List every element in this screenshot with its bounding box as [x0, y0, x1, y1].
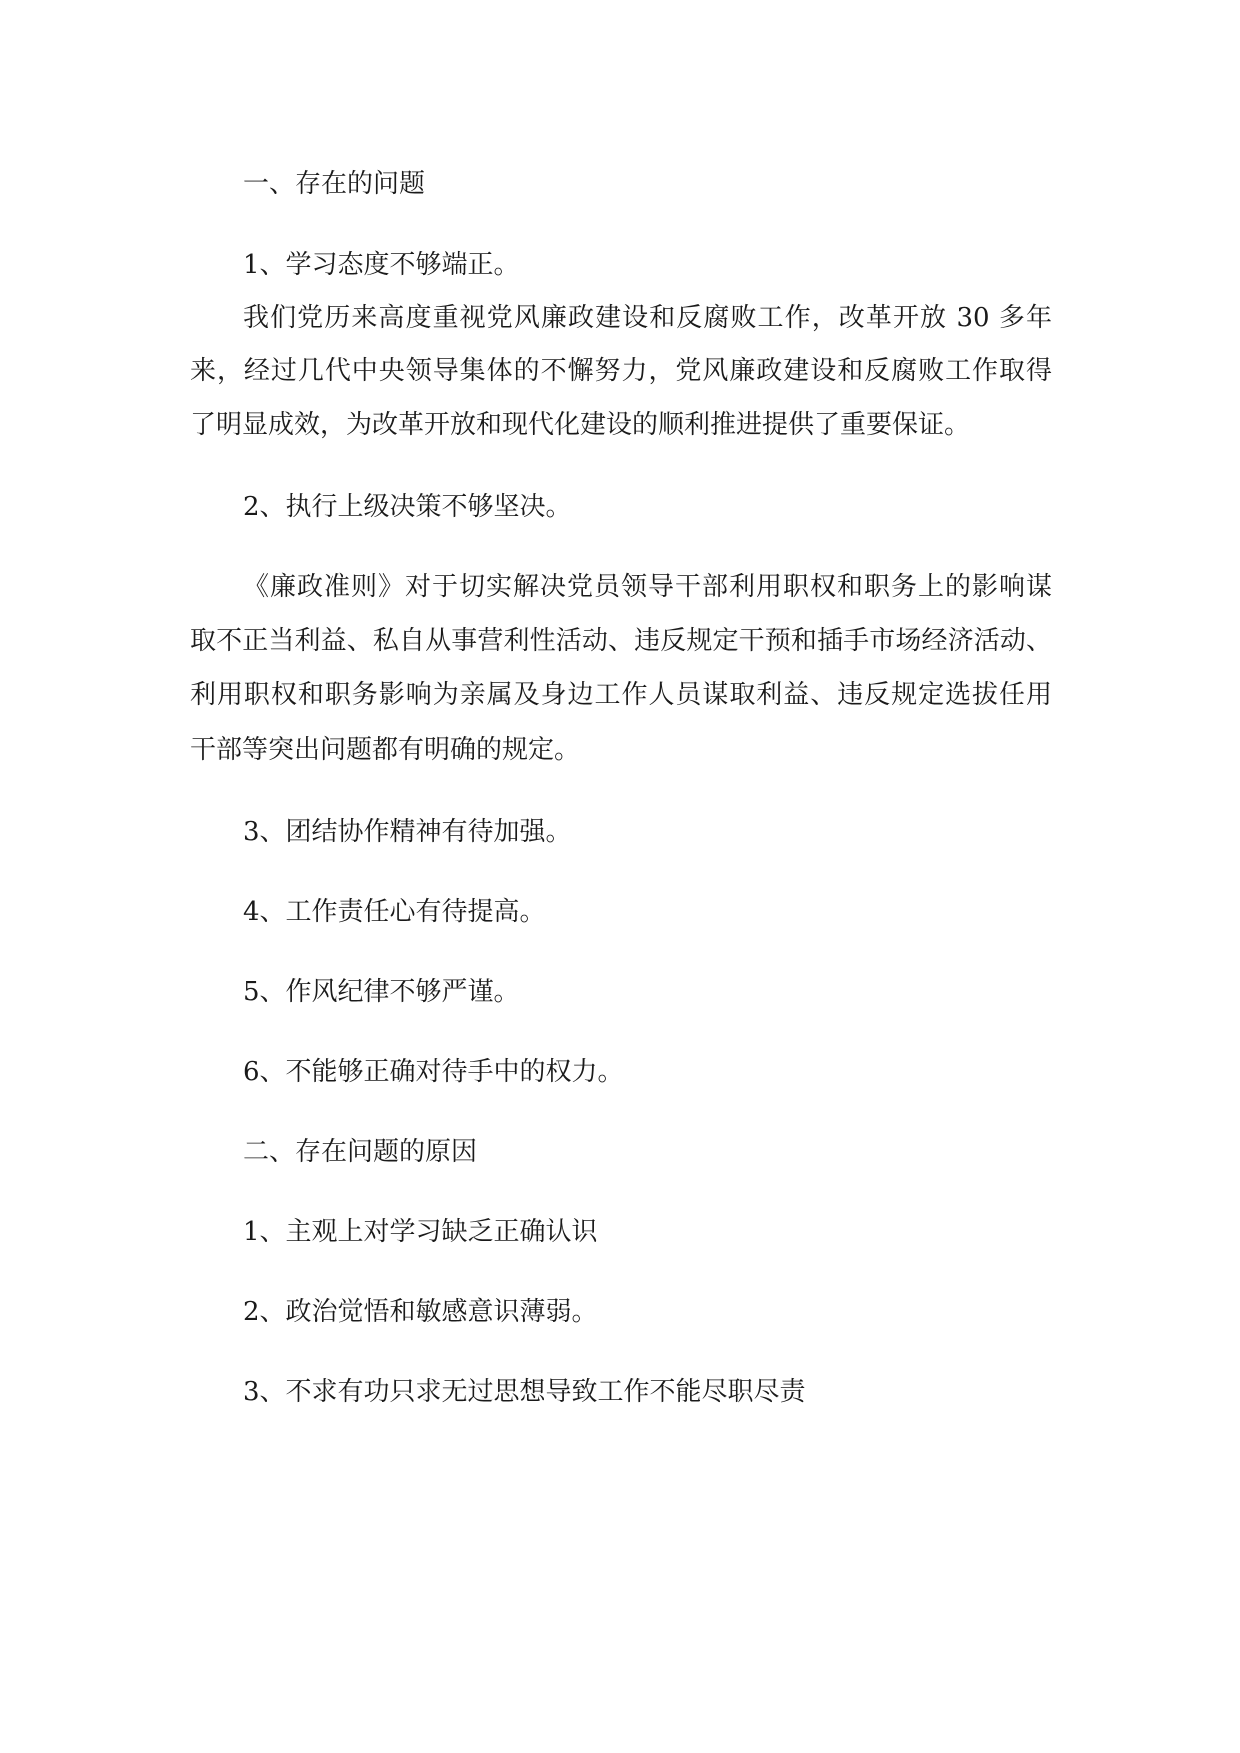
paragraph-line: 干部等突出问题都有明确的规定。: [190, 735, 581, 765]
paragraph-line: 《廉政准则》对于切实解决党员领导干部利用职权和职务上的影响谋: [243, 572, 1052, 602]
problem-item-4: 4、工作责任心有待提高。: [243, 897, 546, 927]
section-heading-causes: 二、存在问题的原因: [243, 1137, 478, 1167]
problem-item-6: 6、不能够正确对待手中的权力。: [243, 1057, 624, 1087]
problem-item-5: 5、作风纪律不够严谨。: [243, 977, 520, 1007]
paragraph-line: 利用职权和职务影响为亲属及身边工作人员谋取利益、违反规定选拔任用: [190, 680, 1052, 710]
paragraph-line: 取不正当利益、私自从事营利性活动、违反规定干预和插手市场经济活动、: [190, 626, 1052, 656]
cause-item-2: 2、政治觉悟和敏感意识薄弱。: [243, 1297, 598, 1327]
problem-item-3: 3、团结协作精神有待加强。: [243, 817, 572, 847]
paragraph-line: 来，经过几代中央领导集体的不懈努力，党风廉政建设和反腐败工作取得: [190, 356, 1052, 386]
cause-item-1: 1、主观上对学习缺乏正确认识: [243, 1217, 598, 1247]
cause-item-3: 3、不求有功只求无过思想导致工作不能尽职尽责: [243, 1377, 806, 1407]
problem-item-2: 2、执行上级决策不够坚决。: [243, 492, 572, 522]
section-heading-problems: 一、存在的问题: [243, 169, 426, 199]
paragraph-line: 我们党历来高度重视党风廉政建设和反腐败工作，改革开放 30 多年: [243, 303, 1052, 333]
problem-item-1: 1、学习态度不够端正。: [243, 250, 520, 280]
paragraph-line: 了明显成效，为改革开放和现代化建设的顺利推进提供了重要保证。: [190, 410, 971, 440]
